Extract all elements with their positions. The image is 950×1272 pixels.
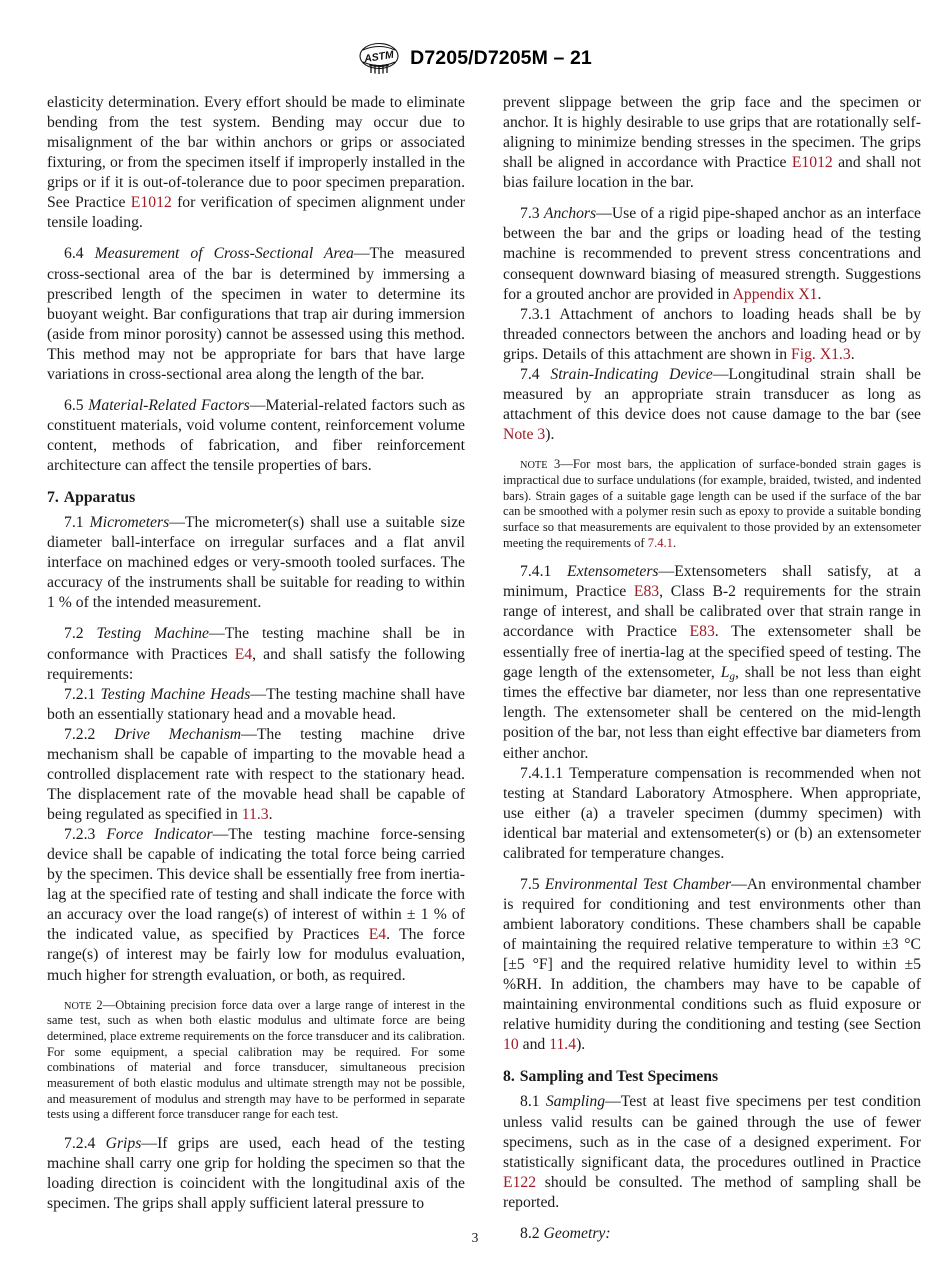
- text-run: —The testing machine shall be in conformance with Practices: [47, 625, 466, 663]
- two-column-body: [47, 93, 922, 1242]
- text-run: . The force range(s) of interest may be fairly low for modulus evaluation, much higher for strength evaluation, or both, as required.: [47, 926, 465, 984]
- text-run: —If grips are used, each head of the testing machine shall carry one grip for holding the specimen so that the loading direction is coincident with the longitudinal axis of the specimen. The grips shall apply sufficient lateral pressure to: [47, 1135, 466, 1213]
- note-3: [503, 457, 921, 551]
- text-run: —Test at least five specimens per test condition unless valid results can be gained through the use of fewer specimens, such as in the case of a designed experiment. For statistically significant data, the procedures outlined in Practice: [503, 1093, 922, 1171]
- section-number: 7.: [47, 489, 59, 507]
- clause-title: Anchors: [543, 205, 597, 223]
- clause-number: 7.3.1: [520, 305, 552, 323]
- paragraph-7-2: [47, 624, 465, 684]
- paragraph-7-2-2: [47, 725, 465, 825]
- clause-number: 7.2.4: [64, 1135, 96, 1153]
- section-label: Sampling and Test Specimens: [519, 1068, 719, 1086]
- document-designation: D7205/D7205M – 21: [410, 46, 592, 69]
- paragraph-continuation-left: [47, 93, 465, 233]
- right-column: [503, 93, 922, 1242]
- text-run: .: [268, 806, 273, 823]
- section-label: Apparatus: [63, 489, 136, 507]
- note-number: 3: [553, 457, 561, 472]
- reference-link-appendix-x1[interactable]: Appendix X1: [732, 285, 818, 303]
- clause-title: Material-Related Factors: [88, 396, 250, 414]
- reference-link-e122[interactable]: E122: [503, 1173, 537, 1191]
- text-run: Attachment of anchors to loading heads shall be by threaded connectors between the anchors and loading head or by grips. Details of this attachment are shown in: [503, 305, 921, 363]
- clause-title: Grips: [105, 1135, 142, 1153]
- left-column: [47, 93, 465, 1212]
- paragraph-7-2-1: [47, 685, 465, 725]
- clause-number: 8.1: [520, 1093, 540, 1111]
- document-header: [0, 38, 950, 78]
- clause-number: 7.1: [64, 514, 84, 532]
- reference-link-7-4-1[interactable]: 7.4.1: [647, 535, 673, 550]
- clause-number: 7.2.2: [64, 725, 96, 743]
- section-number: 8.: [503, 1068, 515, 1086]
- text-run: —Obtaining precision force data over a large range of interest in the same test, such as when both elastic modulus and ultimate force are being determined, place extreme requirements on the force transducer and its calibration. For some equipment, a special calibration may be required. For some combinations of material and force transducer, simultaneous precision measurement of both elastic modulus and ultimate strength may not be possible, and measurement of modulus and strength may have to be performed in separate tests using a different force transducer range for each test.: [47, 997, 465, 1122]
- reference-link-11-4[interactable]: 11.4: [549, 1036, 577, 1054]
- text-run: , Class B-2 requirements for the strain range of interest, and shall be calibrated over that strain range in accordance with Practice: [503, 583, 921, 641]
- paragraph-6-5: [47, 396, 465, 476]
- clause-title: Testing Machine Heads: [100, 685, 251, 703]
- symbol-subscript: g: [729, 670, 735, 683]
- reference-link-11-3[interactable]: 11.3: [241, 806, 269, 823]
- note-label: NOTE: [64, 1000, 92, 1012]
- section-heading-7: [47, 489, 465, 507]
- paragraph-7-2-4: [47, 1134, 465, 1214]
- text-run: —Use of a rigid pipe-shaped anchor as an interface between the bar and the grips or loading head of the testing machine is recommended to prevent stress concentrations and consequent downward biasing of measured strength. Suggestions for a grouted anchor are provided in: [503, 205, 921, 303]
- text-run: —An environmental chamber is required for conditioning and test environments other than ambient laboratory conditions. These chambers shall be capable of maintaining the required relative temperature to within ±3 °C [±5 °F] and the required relative humidity level to within ±5 %RH. In addition, the chambers may have to be capable of maintaining environmental conditions such as fluid exposure or relative humidity during the conditioning and testing (see Section: [503, 875, 921, 1034]
- reference-link-e1012[interactable]: E1012: [130, 194, 172, 212]
- note-number: 2: [96, 997, 103, 1012]
- page-number: 3: [471, 1230, 479, 1245]
- text-run: . The extensometer shall be essentially free of inertia-lag at the specified speed of testing. The gage length of the extensometer,: [503, 623, 921, 681]
- clause-number: 7.5: [520, 875, 540, 893]
- clause-title: Geometry:: [543, 1224, 611, 1242]
- text-run: ).: [545, 426, 555, 443]
- text-run: , and shall satisfy the following requirements:: [47, 645, 466, 683]
- text-run: —The testing machine force-sensing device shall be capable of indicating the total force being carried by the specimen. This device shall be essentially free from inertia-lag at the specified rate of testing and shall indicate the force with an accuracy over the load range(s) of interest of within ± 1 % of the indicated value, as specified by Practices: [47, 826, 465, 944]
- clause-title: Environmental Test Chamber: [544, 875, 732, 893]
- section-heading-8: [503, 1068, 921, 1086]
- paragraph-7-4-1: [503, 562, 921, 763]
- text-run: —Extensometers shall satisfy, at a minimum, Practice: [503, 563, 921, 601]
- paragraph-7-4-1-1: [503, 764, 921, 864]
- reference-link-e4-2[interactable]: E4: [368, 926, 387, 944]
- paragraph-continuation-right: [503, 93, 921, 193]
- reference-link-e4[interactable]: E4: [234, 645, 253, 663]
- reference-link-note-3[interactable]: Note 3: [503, 426, 546, 443]
- paragraph-6-4: [47, 244, 465, 384]
- text-run: —The micrometer(s) shall use a suitable size diameter ball-interface on irregular surfaces and a flat anvil interface on machined edges or very-smooth tooled surfaces. The accuracy of the instruments shall be suitable for reading to within 1 % of the intended measurement.: [47, 514, 465, 612]
- symbol-gage-length: L: [720, 663, 730, 681]
- clause-title: Testing Machine: [96, 625, 209, 643]
- reference-link-e83-b[interactable]: E83: [689, 623, 715, 641]
- clause-number: 6.5: [64, 396, 84, 414]
- text-run: —Material-related factors such as constituent materials, void volume content, reinforcement volume content, methods of fabrication, and fiber reinforcement architecture can affect the tensile properties of bars.: [47, 396, 465, 475]
- text-run: and: [518, 1036, 550, 1054]
- paragraph-7-2-3: [47, 825, 465, 986]
- text-run: .: [817, 285, 822, 303]
- reference-link-fig-x1-3[interactable]: Fig. X1.3: [790, 345, 851, 363]
- astm-logo-icon: [358, 41, 400, 75]
- text-run: .: [672, 535, 677, 550]
- text-run: —The testing machine drive mechanism shall be capable of imparting to the movable head a controlled displacement rate with respect to the stationary head. The displacement rate of the movable head shall be capable of being regulated as specified in: [47, 725, 465, 823]
- clause-title: Drive Mechanism: [114, 725, 242, 743]
- reference-link-section-10[interactable]: 10: [503, 1036, 519, 1054]
- clause-number: 7.4.1.1: [520, 764, 564, 782]
- clause-title: Measurement of Cross-Sectional Area: [94, 245, 354, 263]
- paragraph-7-5: [503, 875, 921, 1056]
- clause-title: Micrometers: [89, 514, 170, 532]
- note-2: [47, 998, 465, 1124]
- reference-link-e83-a[interactable]: E83: [633, 583, 660, 601]
- paragraph-7-4: [503, 365, 921, 445]
- clause-number: 7.2: [64, 625, 84, 643]
- text-run: for verification of specimen alignment under tensile loading.: [47, 194, 465, 232]
- clause-title: Extensometers: [567, 563, 659, 581]
- paragraph-7-3-1: [503, 305, 921, 365]
- clause-number: 7.3: [520, 205, 540, 223]
- text-run: prevent slippage between the grip face and the specimen or anchor. It is highly desirable to use grips that are rotationally self-aligning to minimize bending stresses in the specimen. The grips shall be aligned in accordance with Practice: [503, 94, 921, 172]
- text-run: —The testing machine shall have both an essentially stationary head and a movable head.: [47, 685, 466, 723]
- text-run: —The measured cross-sectional area of the bar is determined by immersing a prescribed length of the specimen in water to determine its buoyant weight. Bar configurations that trap air during immersion (aside from minor porosity) cannot be assessed using this method. This method may not be appropriate for bars that have large variations in cross-sectional area along the length of the bar.: [47, 245, 465, 383]
- text-run: should be consulted. The method of sampling shall be reported.: [503, 1173, 921, 1211]
- clause-title: Strain-Indicating Device: [550, 365, 713, 383]
- clause-number: 7.2.1: [64, 685, 96, 703]
- paragraph-8-1: [503, 1092, 921, 1212]
- text-run: .: [850, 345, 855, 363]
- paragraph-7-3: [503, 204, 921, 304]
- clause-number: 6.4: [64, 245, 84, 263]
- text-run: —Longitudinal strain shall be measured by an appropriate strain transducer as long as attachment of this device does not cause damage to the bar (see: [503, 365, 921, 423]
- svg-text:ASTM: ASTM: [363, 48, 395, 66]
- text-run: Temperature compensation is recommended when not testing at Standard Laboratory Atmosphere. When appropriate, use either (a) a traveler specimen (dummy specimen) with identical bar material and extensometer(s) or (b) an extensometer calibrated for temperature changes.: [503, 764, 921, 862]
- clause-number: 7.4: [520, 365, 540, 383]
- text-run: ).: [576, 1036, 586, 1054]
- clause-number: 8.2: [520, 1224, 540, 1242]
- clause-number: 7.4.1: [520, 563, 552, 581]
- clause-number: 7.2.3: [64, 826, 96, 844]
- text-run: —For most bars, the application of surface-bonded strain gages is impractical due to surface undulations (for example, braided, twisted, and indented bars). Strain gages of a suitable gage length can be used if the surface of the bar can be smoothed with a polymer resin such as epoxy to provide a suitable bonding surface so that measurements are equivalent to those provided by an extensometer meeting the requirements of: [503, 457, 921, 550]
- clause-title: Sampling: [545, 1093, 606, 1111]
- reference-link-e1012-right[interactable]: E1012: [791, 154, 833, 172]
- paragraph-7-1: [47, 513, 465, 613]
- clause-title: Force Indicator: [106, 826, 213, 844]
- text-run: and shall not bias failure location in the bar.: [503, 154, 921, 192]
- note-label: NOTE: [520, 460, 548, 472]
- text-run: , shall be not less than eight times the effective bar diameter, nor less than one representative length. The extensometer shall be centered on the mid-length position of the bar, not less than eight effective bar diameters from either anchor.: [503, 663, 922, 762]
- text-run: elasticity determination. Every effort should be made to eliminate bending from the test system. Bending may occur due to misalignment of the bar within anchors or grips or associated fixturing, or from the specimen itself if improperly installed in the grips or if it is out-of-tolerance due to poor specimen preparation. See Practice: [47, 94, 465, 212]
